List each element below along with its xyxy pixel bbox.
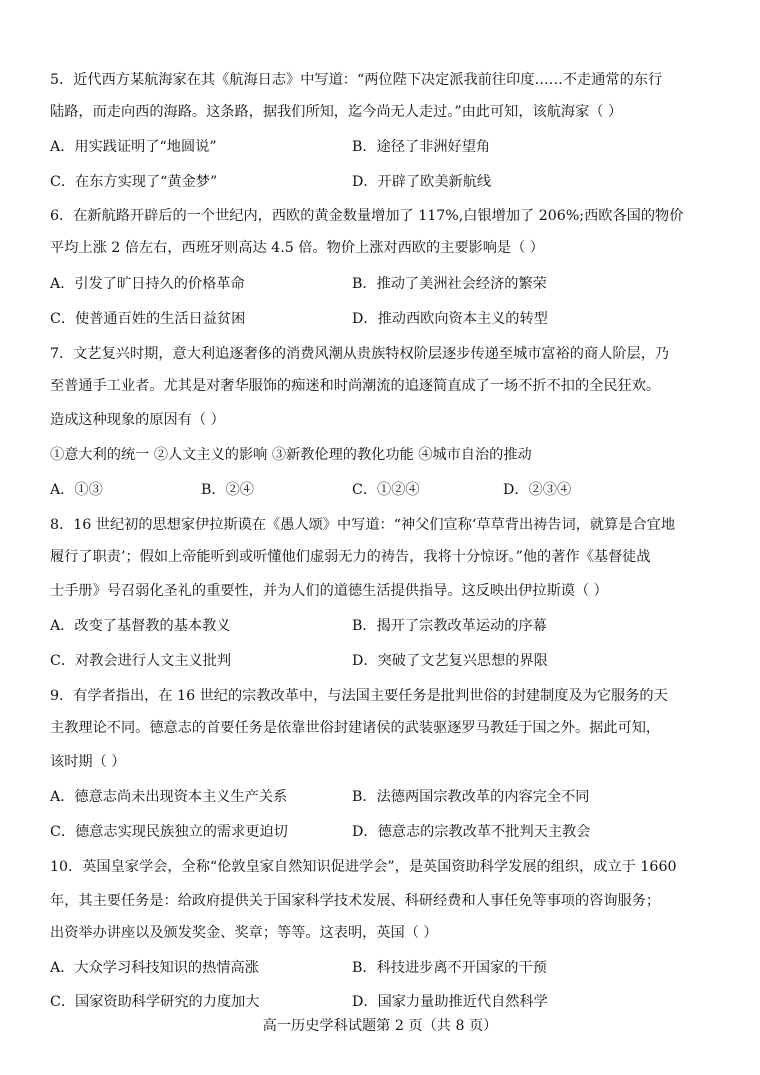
q7-option-d: D．②③④	[503, 482, 572, 498]
q10-stem-line-1: 10．英国皇家学会，全称“伦敦皇家自然知识促进学会”，是英国资助科学发展的组织，成立于 1660	[50, 859, 677, 875]
q9-stem-line-3: 该时期（ ）	[50, 754, 126, 770]
q6-option-c: C．使普通百姓的生活日益贫困	[50, 311, 246, 327]
q8-option-c: C．对教会进行人文主义批判	[50, 653, 232, 669]
q6-stem-line-1: 6．在新航路开辟后的一个世纪内，西欧的黄金数量增加了 117%,白银增加了 206%;西欧各国的物价	[50, 208, 684, 224]
q5-option-c: C．在东方实现了“黄金梦”	[50, 174, 218, 190]
q9-stem-line-2: 主教理论不同。德意志的首要任务是依靠世俗封建诸侯的武装驱逐罗马教廷于国之外。据此可知，	[50, 720, 661, 736]
q7-stem-line-3: 造成这种现象的原因有（ ）	[50, 412, 225, 428]
q9-option-a: A．德意志尚未出现资本主义生产关系	[50, 789, 288, 805]
q7-items: ①意大利的统一 ②人文主义的影响 ③新教伦理的教化功能 ④城市自治的推动	[50, 447, 532, 463]
page-footer: 高一历史学科试题第 2 页（共 8 页）	[262, 1018, 498, 1034]
q5-stem-line-2: 陆路，而走向西的海路。这条路，据我们所知，迄今尚无人走过。”由此可知，该航海家（ ）	[50, 104, 623, 120]
q6-option-d: D．推动西欧向资本主义的转型	[352, 311, 548, 327]
q7-option-c: C．①②④	[352, 482, 420, 498]
q10-option-b: B．科技进步离不开国家的干预	[352, 960, 547, 976]
q6-option-a: A．引发了旷日持久的价格革命	[50, 276, 245, 292]
q7-stem-line-1: 7．文艺复兴时期，意大利追逐奢侈的消费风潮从贵族特权阶层逐步传递至城市富裕的商人阶层，乃	[50, 346, 670, 362]
q8-option-a: A．改变了基督教的基本教义	[50, 618, 231, 634]
q10-option-a: A．大众学习科技知识的热情高涨	[50, 960, 259, 976]
q10-option-c: C．国家资助科学研究的力度加大	[50, 994, 260, 1010]
q8-stem-line-2: 履行了职责’；假如上帝能听到或听懂他们虚弱无力的祷告，我将十分惊讶。”他的著作《基督徒战	[50, 549, 651, 565]
q8-option-b: B．揭开了宗教改革运动的序幕	[352, 618, 547, 634]
q9-stem-line-1: 9．有学者指出，在 16 世纪的宗教改革中，与法国主要任务是批判世俗的封建制度及为它服务的天	[50, 688, 668, 704]
q10-stem-line-3: 出资举办讲座以及颁发奖金、奖章；等等。这表明，英国（ ）	[50, 925, 438, 941]
q6-option-b: B．推动了美洲社会经济的繁荣	[352, 276, 547, 292]
q8-option-d: D．突破了文艺复兴思想的界限	[352, 653, 548, 669]
q9-option-b: B．法德两国宗教改革的内容完全不同	[352, 789, 590, 805]
q9-option-d: D．德意志的宗教改革不批判天主教会	[352, 824, 591, 840]
q5-stem-line-1: 5．近代西方某航海家在其《航海日志》中写道：“两位陛下决定派我前往印度……不走通常的东行	[50, 72, 663, 88]
q9-option-c: C．德意志实现民族独立的需求更迫切	[50, 824, 288, 840]
q10-option-d: D．国家力量助推近代自然科学	[352, 994, 548, 1010]
q5-option-d: D．开辟了欧美新航线	[352, 174, 492, 190]
q8-stem-line-1: 8．16 世纪初的思想家伊拉斯谟在《愚人颂》中写道：“神父们宣称‘草草背出祷告词，就算是合宜地	[50, 517, 676, 533]
q6-stem-line-2: 平均上涨 2 倍左右，西班牙则高达 4.5 倍。物价上涨对西欧的主要影响是（ ）	[50, 240, 544, 256]
q10-stem-line-2: 年，其主要任务是：给政府提供关于国家科学技术发展、科研经费和人事任免等事项的咨询服务；	[50, 893, 661, 909]
q5-option-b: B．途径了非洲好望角	[352, 139, 491, 155]
q7-stem-line-2: 至普通手工业者。尤其是对奢华服饰的痴迷和时尚潮流的追逐简直成了一场不折不扣的全民狂欢。	[50, 378, 661, 394]
q5-option-a: A．用实践证明了“地圆说”	[50, 139, 217, 155]
q7-option-a: A．①③	[50, 482, 103, 498]
q8-stem-line-3: 士手册》号召弱化圣礼的重要性，并为人们的道德生活提供指导。这反映出伊拉斯谟（ ）	[50, 583, 608, 599]
q7-option-b: B．②④	[201, 482, 254, 498]
